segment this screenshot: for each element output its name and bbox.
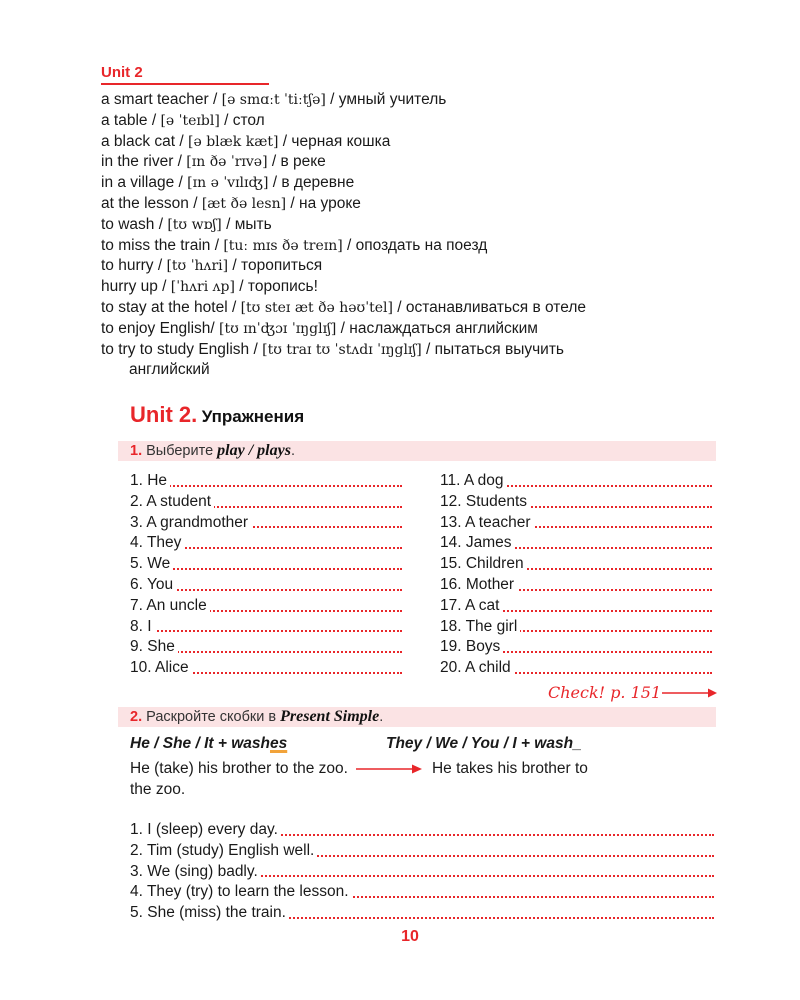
exercise-2-tasks [130,820,714,924]
vocab-item: to stay at the hotel / [tʊ steɪ æt ðə həʊˈtel] / останавливаться в отеле [101,298,586,316]
task-item[interactable]: 4. They (try) to learn the lesson. [130,882,714,903]
arrow-right-icon [662,686,718,700]
task-item[interactable]: 1. I (sleep) every day. [130,820,714,841]
exercise-item[interactable]: 3. A grandmother [130,513,402,534]
vocab-item: a smart teacher / [ə smɑːt ˈtiːtʃə] / умный учитель [101,91,447,108]
vocab-item: to hurry / [tʊ ˈhʌri] / торопиться [101,257,323,275]
exercise-item[interactable]: 12. Students [440,492,712,513]
unit-heading: Unit 2 [101,64,269,85]
exercise-item[interactable]: 15. Children [440,554,712,575]
vocab-item: to wash / [tʊ wɒʃ] / мыть [101,215,272,233]
task-item[interactable]: 3. We (sing) badly. [130,862,714,883]
exercise-item[interactable]: 5. We [130,554,402,575]
exercise-item[interactable]: 1. He [130,471,402,492]
example-question: He (take) his brother to the zoo. [130,760,348,777]
rule-plural: They / We / You / I + wash_ [386,735,582,752]
exercises-title-unit: Unit 2. [130,402,198,427]
exercise-item[interactable]: 7. An uncle [130,596,402,617]
vocabulary-list [101,90,741,381]
example-answer: He takes his brother to [431,760,588,777]
example-answer-continued: the zoo. [130,781,186,798]
example-sentence [130,758,730,800]
exercise-item[interactable]: 14. James [440,533,712,554]
exercise-item[interactable]: 17. A cat [440,596,712,617]
vocab-item: a table / [ə ˈteɪbl] / стол [101,111,265,129]
exercise-1-left-column [130,471,402,679]
rule-singular: He / She / It + washes [130,735,288,752]
exercises-title [130,402,304,428]
task-item[interactable]: 2. Tim (study) English well. [130,841,714,862]
exercise-item[interactable]: 9. She [130,637,402,658]
vocab-item: to miss the train / [tuː mɪs ðə treɪn] / опоздать на поезд [101,236,488,254]
vocab-item: a black cat / [ə blæk kæt] / черная кошка [101,132,391,150]
task-item[interactable]: 5. She (miss) the train. [130,903,714,924]
exercises-title-label: Упражнения [201,407,305,426]
vocab-item: to try to study English / [tʊ traɪ tʊ ˈstʌdɪ ˈɪŋglɪʃ] / пытаться выучить [101,340,564,358]
exercise-item[interactable]: 8. I [130,617,402,638]
vocab-item: hurry up / [ˈhʌri ʌp] / торопись! [101,278,318,296]
exercise-item[interactable]: 6. You [130,575,402,596]
exercise-item[interactable]: 4. They [130,533,402,554]
vocab-item: at the lesson / [æt ðə lesn] / на уроке [101,194,361,212]
exercise-item[interactable]: 19. Boys [440,637,712,658]
exercise-item[interactable]: 2. A student [130,492,402,513]
exercise-2-instruction: 2. Раскройте скобки в Present Simple. [118,707,716,727]
vocab-item: in the river / [ɪn ðə ˈrɪvə] / в реке [101,153,326,171]
page-number: 10 [401,928,419,945]
vocab-item: in a village / [ɪn ə ˈvɪlɪʤ] / в деревне [101,174,355,192]
exercise-item[interactable]: 13. A teacher [440,513,712,534]
arrow-right-icon [356,763,424,775]
vocab-continuation: английский [129,361,210,379]
exercise-item[interactable]: 20. A child [440,658,712,679]
exercise-item[interactable]: 16. Mother [440,575,712,596]
exercise-1-instruction: 1. Выберите play / plays. [118,441,716,461]
exercise-item[interactable]: 11. A dog [440,471,712,492]
vocab-item: to enjoy English/ [tʊ ɪnˈʤɔɪ ˈɪŋglɪʃ] / наслаждаться английским [101,319,538,337]
exercise-item[interactable]: 10. Alice [130,658,402,679]
check-note: Check! p. 151 [548,683,662,702]
exercise-1-right-column [440,471,712,679]
exercise-item[interactable]: 18. The girl [440,617,712,638]
